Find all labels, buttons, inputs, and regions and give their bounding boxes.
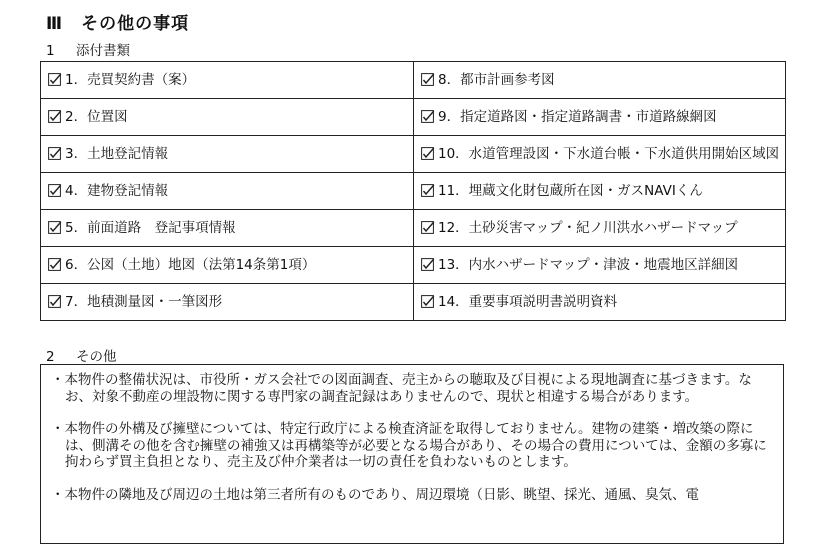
attachment-row: [41, 247, 786, 284]
section-title: [46, 9, 189, 34]
attachment-item: [41, 210, 414, 247]
checked-checkbox-icon: [48, 221, 62, 234]
attachment-item: [41, 62, 414, 99]
attachment-item: [41, 173, 414, 210]
checked-checkbox-icon: [421, 221, 435, 234]
attachment-item: [414, 136, 786, 173]
checked-checkbox-icon: [421, 73, 435, 86]
checked-checkbox-icon: [48, 73, 62, 86]
attachment-item: [414, 99, 786, 136]
checked-checkbox-icon: [48, 184, 62, 197]
attachment-row: [41, 62, 786, 99]
attachment-label: 2．位置図: [65, 108, 128, 125]
attachment-label: 5．前面道路 登記事項情報: [65, 219, 236, 236]
attachment-row: [41, 99, 786, 136]
section-roman: Ⅲ: [46, 14, 64, 34]
checked-checkbox-icon: [421, 147, 435, 160]
attachment-item: [414, 247, 786, 284]
attachment-row: [41, 173, 786, 210]
attachment-label: 7．地積測量図・一筆図形: [65, 293, 223, 310]
checked-checkbox-icon: [48, 295, 62, 308]
attachment-item: [41, 284, 414, 321]
attachment-label: 6．公図（土地）地図（法第14条第1項）: [65, 256, 316, 273]
note-item: ・本物件の整備状況は、市役所・ガス会社での図面調査、売主からの聴取及び目視による現地調査に基づきます。なお、対象不動産の埋設物に関する専門家の調査記録はありませんので、現状と相違する場合があります。: [51, 372, 752, 405]
attachment-item: [41, 136, 414, 173]
notes-box: [40, 364, 784, 544]
attachment-label: 8．都市計画参考図: [438, 71, 555, 88]
attachment-label: 4．建物登記情報: [65, 182, 169, 199]
other-number: 2: [46, 349, 55, 365]
other-heading-text: その他: [76, 349, 117, 365]
attachment-item: [414, 62, 786, 99]
checked-checkbox-icon: [48, 258, 62, 271]
attachment-label: 14．重要事項説明書説明資料: [438, 293, 618, 310]
attachment-label: 1．売買契約書（案）: [65, 71, 196, 88]
attachment-item: [41, 247, 414, 284]
attachment-row: [41, 284, 786, 321]
attachments-number: 1: [46, 43, 55, 59]
checked-checkbox-icon: [421, 295, 435, 308]
checked-checkbox-icon: [421, 258, 435, 271]
attachment-row: [41, 210, 786, 247]
note-item: ・本物件の外構及び擁壁については、特定行政庁による検査済証を取得しておりません。建物の建築・増改築の際には、側溝その他を含む擁壁の補強又は再構築等が必要となる場合があり、その場合の費用については、金額の多寡に拘わらず買主負担となり、売主及び仲介業者は一切の責任を負わないものとします。: [51, 421, 767, 470]
attachments-heading-text: 添付書類: [76, 43, 130, 59]
note-item: ・本物件の隣地及び周辺の土地は第三者所有のものであり、周辺環境（日影、眺望、採光、通風、臭気、電: [51, 486, 699, 503]
attachment-label: 11．埋蔵文化財包蔵所在図・ガスNAVIくん: [438, 182, 703, 199]
checked-checkbox-icon: [421, 184, 435, 197]
other-heading: [46, 345, 117, 365]
attachment-label: 10．水道管理設図・下水道台帳・下水道供用開始区域図: [438, 145, 780, 162]
attachment-label: 3．土地登記情報: [65, 145, 169, 162]
attachments-table: [40, 61, 786, 321]
attachment-row: [41, 136, 786, 173]
attachments-heading: [46, 39, 130, 59]
attachment-label: 13．内水ハザードマップ・津波・地震地区詳細図: [438, 256, 739, 273]
checked-checkbox-icon: [48, 110, 62, 123]
attachment-item: [414, 173, 786, 210]
attachment-item: [414, 284, 786, 321]
attachment-item: [414, 210, 786, 247]
attachment-label: 9．指定道路図・指定道路調書・市道路線網図: [438, 108, 717, 125]
checked-checkbox-icon: [421, 110, 435, 123]
attachment-label: 12．土砂災害マップ・紀ノ川洪水ハザードマップ: [438, 219, 738, 236]
section-title-text: その他の事項: [81, 14, 190, 34]
attachment-item: [41, 99, 414, 136]
checked-checkbox-icon: [48, 147, 62, 160]
